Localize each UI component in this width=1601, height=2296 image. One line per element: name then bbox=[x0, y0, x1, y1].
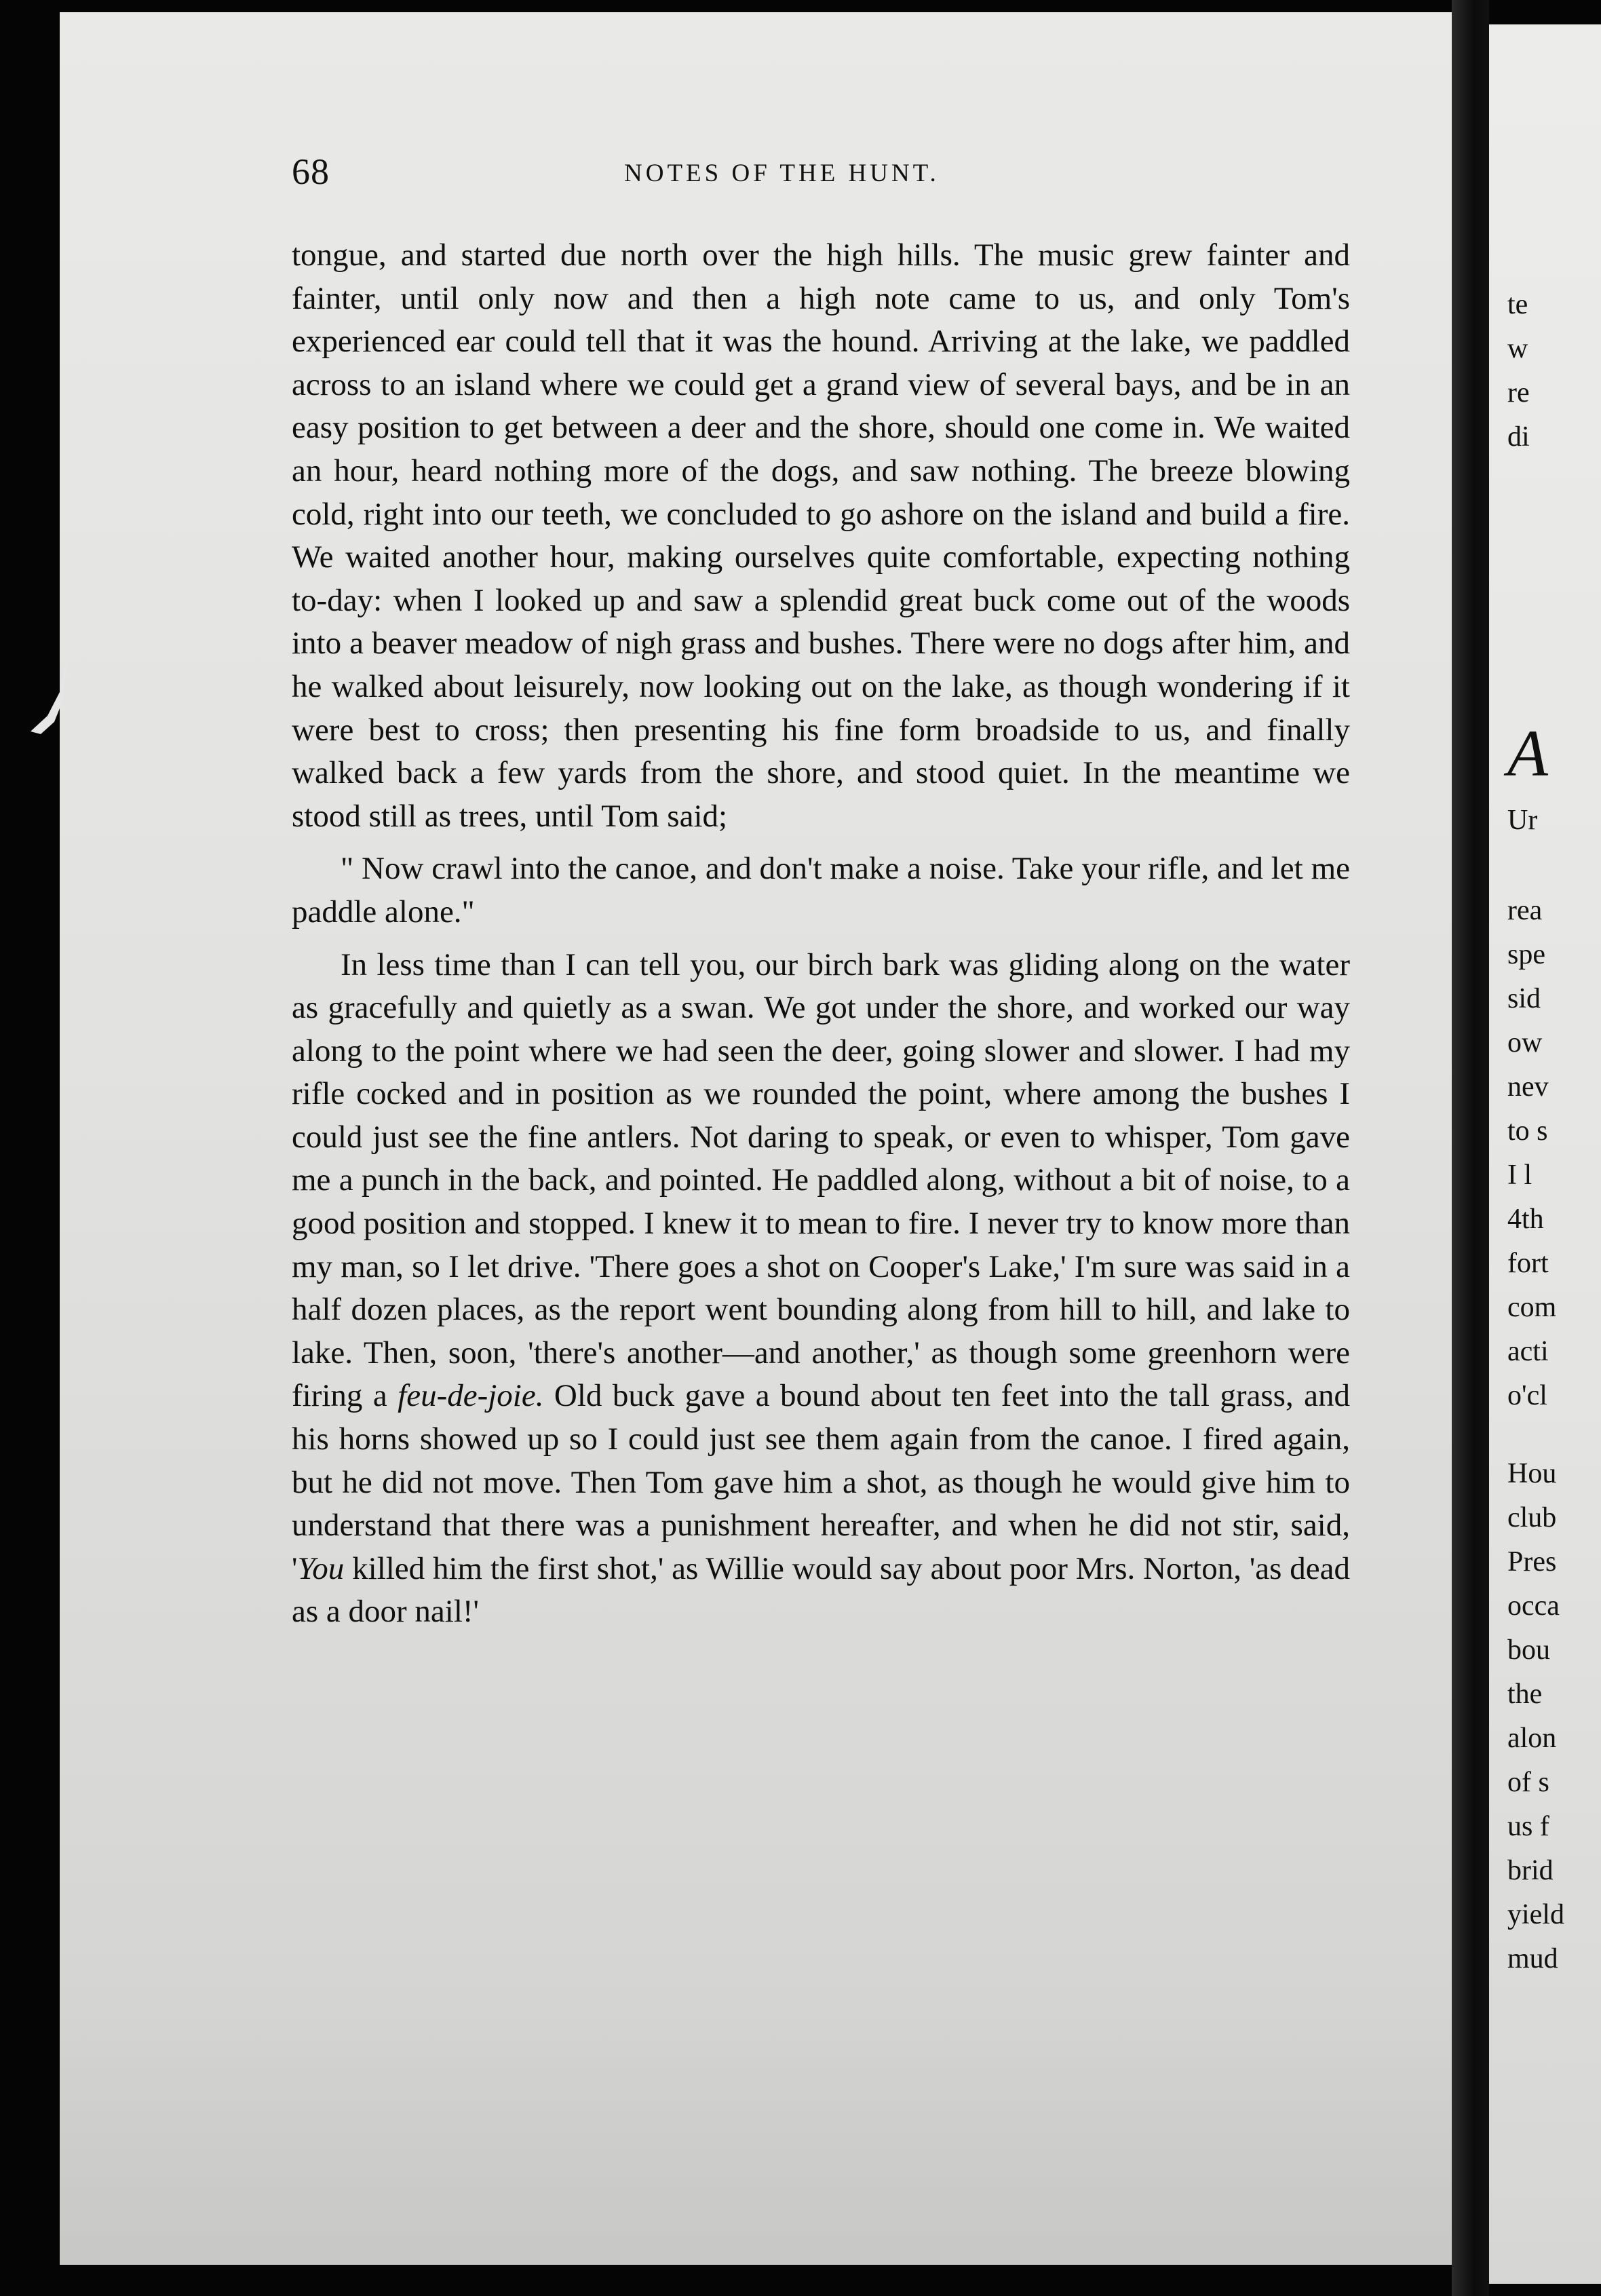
page-gutter bbox=[1452, 0, 1489, 2296]
paragraph-1: tongue, and started due north over the high hills. The music grew fainter and fainter, until only now and then a high note came to us, and only Tom's experienced ear could tell that it was the hound. Arriving at the lake, we paddled across to an island where we could get a grand view of several bays, and be in an easy position to get between a deer and the shore, should one come in. We waited an hour, heard nothing more of the dogs, and saw nothing. The breeze blowing cold, right into our teeth, we concluded to go ashore on the island and build a fire. We waited another hour, making ourselves quite comfortable, expecting nothing to-day: when I looked up and saw a splendid great buck come out of the woods into a beaver meadow of nigh grass and bushes. There were no dogs after him, and he walked about leisurely, now looking out on the lake, as though wondering if it were best to cross; then presenting his fine form broadside to us, and finally walked back a few yards from the shore, and stood quiet. In the meantime we stood still as trees, until Tom said; bbox=[292, 237, 1350, 834]
adjacent-fragment: Hou bbox=[1507, 1458, 1557, 1489]
adjacent-fragment: nev bbox=[1507, 1071, 1549, 1103]
adjacent-fragment: acti bbox=[1507, 1336, 1549, 1367]
adjacent-fragment: Pres bbox=[1507, 1546, 1557, 1577]
italic-phrase: feu-de-joie. bbox=[398, 1378, 544, 1414]
adjacent-fragment: o'cl bbox=[1507, 1380, 1547, 1411]
adjacent-fragment: rea bbox=[1507, 895, 1543, 926]
page-body bbox=[292, 234, 1350, 1643]
scan-margin-mark bbox=[20, 651, 81, 746]
adjacent-fragment: spe bbox=[1507, 939, 1545, 970]
paragraph-2-quote: " Now crawl into the canoe, and don't make a noise. Take your rifle, and let me paddle alone." bbox=[292, 851, 1350, 930]
paragraph-3-end: killed him the first shot,' as Willie would say about poor Mrs. Norton, 'as dead as a door nail!' bbox=[292, 1550, 1350, 1630]
adjacent-fragment: re bbox=[1507, 377, 1530, 408]
adjacent-drop-initial: A bbox=[1507, 717, 1548, 790]
adjacent-fragment: bou bbox=[1507, 1634, 1550, 1666]
page-header bbox=[292, 151, 1350, 205]
adjacent-fragment: com bbox=[1507, 1292, 1557, 1323]
adjacent-fragment: alon bbox=[1507, 1723, 1557, 1754]
italic-you: You bbox=[297, 1550, 345, 1586]
page-number: 68 bbox=[292, 151, 330, 192]
adjacent-fragment: mud bbox=[1507, 1943, 1558, 1974]
paragraph-3-continuation: Old buck gave a bound about ten feet into the tall grass, and his horns showed up so I could just see them again from the canoe. I fired again, but he did not move. Then Tom gave him a shot, as though he would give him to understand that there was a punishment hereafter, and when he did not stir, said, ' bbox=[292, 1378, 1351, 1586]
adjacent-fragment: occa bbox=[1507, 1590, 1560, 1622]
paragraph-3-text: In less time than I can tell you, our birch bark was gliding along on the water as gracefully and quietly as a swan. We got under the shore, and worked our way along to the point where we had seen the deer, going slower and slower. I had my rifle cocked and in position as we rounded the point, where among the bushes I could just see the fine antlers. Not daring to speak, or even to whisper, Tom gave me a punch in the back, and pointed. He paddled along, without a bit of noise, to a good position and stopped. I knew it to mean to fire. I never try to know more than my man, so I let drive. 'There goes a shot on Cooper's Lake,' I'm sure was said in a half dozen places, as the report went bounding along from hill to hill, and lake to lake. Then, soon, 'there's another—and another,' as though some greenhorn were firing a bbox=[292, 946, 1350, 1414]
adjacent-fragment: Ur bbox=[1507, 805, 1538, 836]
adjacent-fragment: sid bbox=[1507, 983, 1541, 1014]
adjacent-fragment: club bbox=[1507, 1502, 1557, 1533]
adjacent-fragment: yield bbox=[1507, 1899, 1564, 1930]
adjacent-fragment: the bbox=[1507, 1679, 1543, 1710]
running-head: NOTES OF THE HUNT. bbox=[624, 159, 940, 187]
adjacent-fragment: 4th bbox=[1507, 1204, 1544, 1235]
adjacent-fragment: to s bbox=[1507, 1115, 1548, 1147]
adjacent-fragment: of s bbox=[1507, 1767, 1549, 1798]
adjacent-fragment: brid bbox=[1507, 1855, 1554, 1886]
paragraph-3 bbox=[292, 944, 1350, 1634]
adjacent-fragment: te bbox=[1507, 289, 1528, 320]
adjacent-fragment: fort bbox=[1507, 1248, 1549, 1279]
adjacent-fragment: I l bbox=[1507, 1160, 1532, 1191]
adjacent-fragment: di bbox=[1507, 421, 1530, 453]
adjacent-fragment: ow bbox=[1507, 1027, 1543, 1058]
adjacent-fragment: w bbox=[1507, 333, 1528, 364]
adjacent-fragment: us f bbox=[1507, 1811, 1549, 1842]
